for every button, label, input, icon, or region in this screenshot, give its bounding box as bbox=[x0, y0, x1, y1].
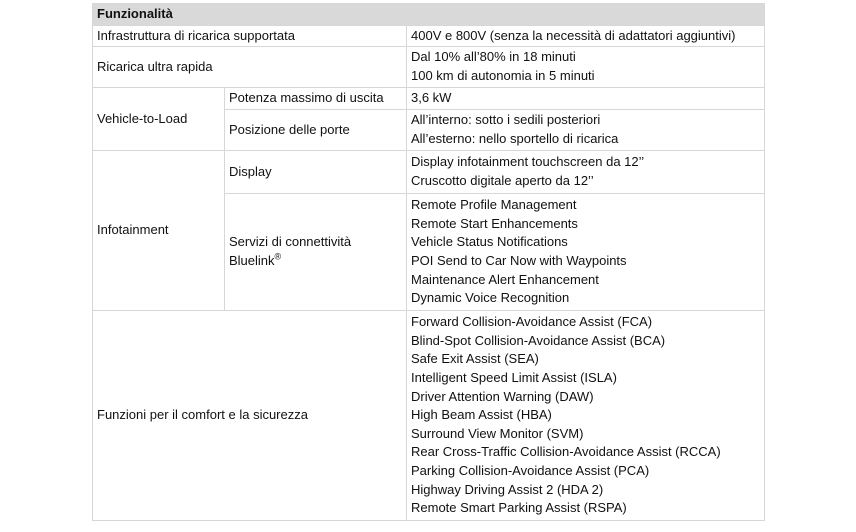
value-line: High Beam Assist (HBA) bbox=[411, 407, 552, 423]
bluelink-label-line1: Servizi di connettività bbox=[229, 234, 352, 250]
row-label-ricarica: Ricarica ultra rapida bbox=[93, 47, 407, 88]
value-line: Rear Cross-Traffic Collision-Avoidance Assist (RCCA) bbox=[411, 444, 721, 460]
sub-value-bluelink bbox=[407, 194, 765, 311]
value-line: Cruscotto digitale aperto da 12’’ bbox=[411, 173, 594, 188]
value-line: Highway Driving Assist 2 (HDA 2) bbox=[411, 481, 604, 497]
value-line: Remote Profile Management bbox=[411, 197, 577, 213]
row-value-ricarica bbox=[407, 47, 765, 88]
value-line: Forward Collision-Avoidance Assist (FCA) bbox=[411, 314, 653, 330]
value-line: All’esterno: nello sportello di ricarica bbox=[411, 131, 619, 146]
bluelink-label-line2 bbox=[229, 252, 402, 271]
table-row bbox=[93, 151, 765, 194]
row-value-comfort bbox=[407, 311, 765, 521]
value-line: Driver Attention Warning (DAW) bbox=[411, 388, 594, 404]
sub-label-porte: Posizione delle porte bbox=[225, 110, 407, 151]
value-line: Display infotainment touchscreen da 12’’ bbox=[411, 154, 645, 170]
value-line: Safe Exit Assist (SEA) bbox=[411, 351, 539, 367]
value-line: Dynamic Voice Recognition bbox=[411, 290, 570, 306]
sub-value-display bbox=[407, 151, 765, 194]
table-header-row bbox=[93, 4, 765, 26]
value-line: Intelligent Speed Limit Assist (ISLA) bbox=[411, 370, 617, 386]
row-label-comfort: Funzioni per il comfort e la sicurezza bbox=[93, 311, 407, 521]
sub-label-bluelink bbox=[225, 194, 407, 311]
row-label-infotainment: Infotainment bbox=[93, 151, 225, 311]
value-line: POI Send to Car Now with Waypoints bbox=[411, 253, 627, 268]
value-line: 3,6 kW bbox=[411, 90, 452, 106]
row-value-infrastruttura bbox=[407, 26, 765, 47]
value-line: Remote Smart Parking Assist (RSPA) bbox=[411, 500, 627, 516]
sub-value-porte bbox=[407, 110, 765, 151]
value-line: All’interno: sotto i sedili posteriori bbox=[411, 112, 601, 128]
table-row bbox=[93, 26, 765, 47]
value-line: 400V e 800V (senza la necessità di adattatori aggiuntivi) bbox=[411, 27, 736, 43]
table-row bbox=[93, 311, 765, 521]
value-line: 100 km di autonomia in 5 minuti bbox=[411, 68, 595, 83]
row-label-infrastruttura: Infrastruttura di ricarica supportata bbox=[93, 26, 407, 47]
value-line: Maintenance Alert Enhancement bbox=[411, 271, 599, 287]
sub-value-potenza bbox=[407, 88, 765, 110]
value-line: Remote Start Enhancements bbox=[411, 215, 578, 231]
registered-mark: ® bbox=[274, 251, 282, 262]
features-table bbox=[92, 3, 765, 521]
value-line: Dal 10% all’80% in 18 minuti bbox=[411, 49, 576, 65]
sub-label-potenza: Potenza massimo di uscita bbox=[225, 88, 407, 110]
value-line: Surround View Monitor (SVM) bbox=[411, 425, 584, 441]
row-label-v2l: Vehicle-to-Load bbox=[93, 88, 225, 151]
sub-label-display: Display bbox=[225, 151, 407, 194]
table-row bbox=[93, 88, 765, 110]
table-header: Funzionalità bbox=[93, 4, 765, 26]
value-line: Blind-Spot Collision-Avoidance Assist (BCA) bbox=[411, 332, 666, 348]
bluelink-brand: Bluelink bbox=[229, 253, 275, 268]
value-line: Parking Collision-Avoidance Assist (PCA) bbox=[411, 462, 650, 478]
value-line: Vehicle Status Notifications bbox=[411, 234, 568, 250]
table-row bbox=[93, 47, 765, 88]
